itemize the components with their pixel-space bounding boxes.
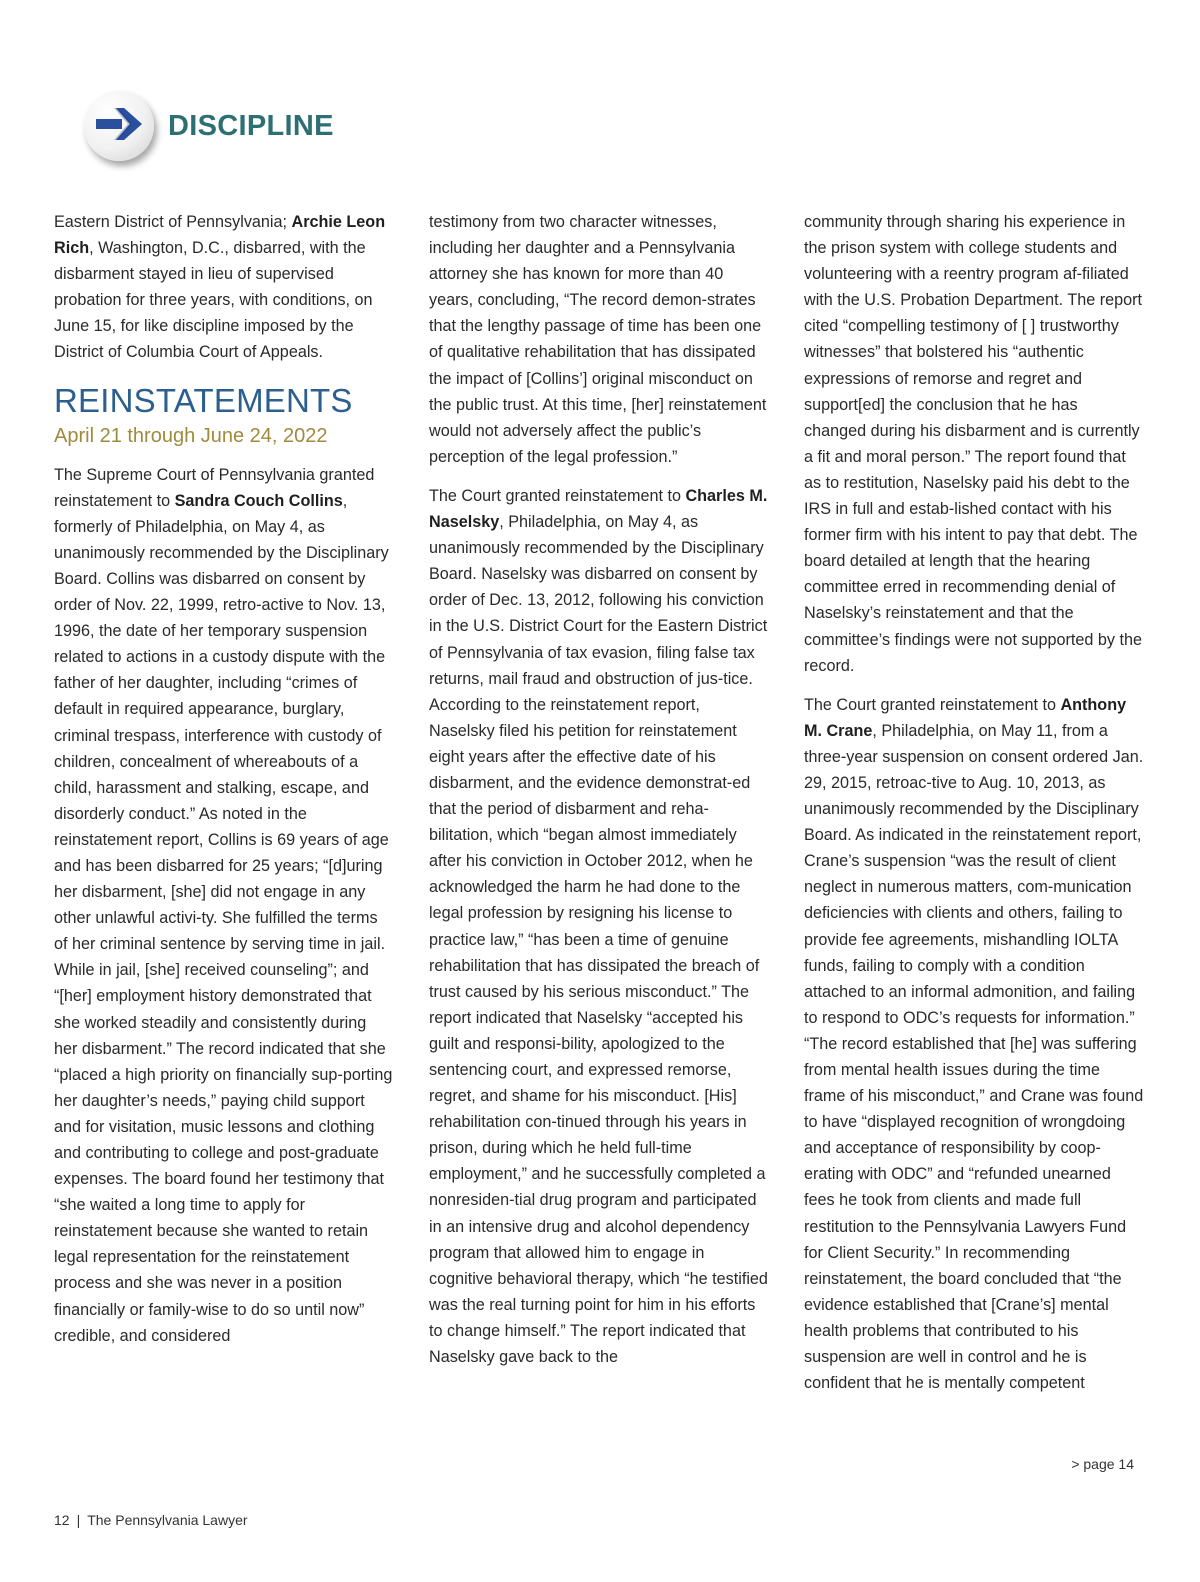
paragraph-collins: The Supreme Court of Pennsylvania granted reinstatement to Sandra Couch Collins, formerly of Philadelphia, on May 4, as unanimously recommended by the Disciplinary Board. Collins was disbarred on consent by order of Nov. 22, 1999, retro-active to Nov. 13, 1996, the date of her temporary suspension related to actions in a custody dispute with the father of her daughter, including “crimes of default in required appearance, burglary, criminal trespass, interference with custody of children, concealment of whereabouts of a child, harassment and stalking, escape, and disorderly conduct.” As noted in the reinstatement report, Collins is 69 years of age and has been disbarred for 25 years; “[d]uring her disbarment, [she] did not engage in any other unlawful activi-ty. She fulfilled the terms of her criminal sentence by serving time in jail. While in jail, [she] received counseling”; and “[her] employment history demonstrated that she worked steadily and consistently during her disbarment.” The record indicated that she “placed a high priority on financially sup-porting her daughter’s needs,” paying child support and for visitation, music lessons and clothing and contributing to college and post-graduate expenses. The board found her testimony that “she waited a long time to apply for reinstatement because she wanted to retain legal representation for the reinstatement process and she was never in a position financially or family-wise to do so until now” credible, and considered [54,465,393,1345]
name-sandra-couch-collins: Sandra Couch Collins [174,491,343,510]
reinstatements-heading: REINSTATEMENTS [54,381,353,419]
date-range: April 21 through June 24, 2022 [54,424,328,447]
paragraph-naselsky-continued: community through sharing his experience in the prison system with college students and volunteering with a reentry program af-filiated with the U.S. Probation Department. The report cited “compelling testimony of [ ] trustworthy witnesses” that bolstered his “authentic expressions of remorse and regret and support[ed] the conclusion that he has changed during his disbarment and is currently a fit and moral person.” The report found that as to restitution, Naselsky paid his debt to the IRS in full and estab-lished contact with his former firm with his intent to pay that debt. The board detailed at length that the hearing committee erred in recommending denial of Naselsky’s reinstatement and that the committee’s findings were not supported by the record. [804,213,1143,675]
footer-separator: | [76,1512,81,1528]
name-anthony-m-crane: Anthony M. Crane [804,695,1127,740]
publication-name: The Pennsylvania Lawyer [87,1512,248,1528]
paragraph-collins-continued: testimony from two character witnesses, including her daughter and a Pennsylvania attorney she has known for more than 40 years, concluding, “The record demon-strates that the lengthy passage of time has been one of qualitative rehabilitation that has dissipated the impact of [Collins’] original misconduct on the public trust. At this time, [her] reinstatement would not adversely affect the public’s perception of the legal profession.” [429,213,767,466]
section-header [84,88,334,164]
column-1 [54,209,394,1362]
column-3 [804,209,1144,1409]
paragraph-naselsky: The Court granted reinstatement to Charles M. Naselsky, Philadelphia, on May 4, as unanimously recommended by the Disciplinary Board. Naselsky was disbarred on consent by order of Dec. 13, 2012, following his conviction in the U.S. District Court for the Eastern District of Pennsylvania of tax evasion, filing false tax returns, mail fraud and obstruction of jus-tice. According to the reinstatement report, Naselsky filed his petition for reinstatement eight years after the effective date of his disbarment, and the evidence demonstrat-ed that the period of disbarment and reha-bilitation, which “began almost immediately after his conviction in October 2012, when he acknowledged the harm he had done to the legal profession by resigning his license to practice law,” “has been a time of genuine rehabilitation that has dissipated the breach of trust caused by his serious misconduct.” The report indicated that Naselsky “accepted his guilt and responsi-bility, apologized to the sentencing court, and expressed remorse, regret, and shame for his misconduct. [His] rehabilitation con-tinued through his years in prison, during which he held full-time employment,” and he successfully completed a nonresiden-tial drug program and participated in an intensive drug and alcohol dependency program that allowed him to engage in cognitive behavioral therapy, which “he testified was the real turning point for him in his efforts to change himself.” The report indicated that Naselsky gave back to the [429,486,768,1367]
arrow-right-icon [94,104,144,149]
name-charles-m-naselsky: Charles M. Naselsky [429,486,768,532]
paragraph-crane: The Court granted reinstatement to Anthony M. Crane, Philadelphia, on May 11, from a three-year suspension on consent ordered Jan. 29, 2015, retroac-tive to Aug. 10, 2013, as unanimously recommended by the Disciplinary Board. As indicated in the reinstatement report, Crane’s suspension “was the result of client neglect in numerous matters, com-munication deficiencies with clients and others, failing to provide fee agreements, mishandling IOLTA funds, failing to comply with a condition attached to an informal admonition, and failing to respond to ODC’s requests for information.” “The record established that [he] was suffering from mental health issues during the time frame of his misconduct,” and Crane was found to have “displayed recognition of wrongdoing and acceptance of responsibility by coop-erating with ODC” and “refunded unearned fees he took from clients and made full restitution to the Pennsylvania Lawyers Fund for Client Security.” In recommending reinstatement, the board concluded that “the evidence established that [Crane’s] mental health problems that contributed to his suspension are well in control and he is confident that he is mentally competent [804,695,1144,1393]
page-number: 12 [54,1512,70,1528]
column-2 [429,209,769,1383]
continued-link[interactable]: > page 14 [1071,1456,1134,1472]
section-badge [84,91,154,161]
name-archie-leon-rich: Archie Leon Rich [54,213,386,258]
page-footer [54,1512,248,1528]
paragraph-rich: Eastern District of Pennsylvania; Archie Leon Rich, Washington, D.C., disbarred, with the disbarment stayed in lieu of supervised probation for three years, with conditions, on June 15, for like discipline imposed by the District of Columbia Court of Appeals. [54,213,386,362]
section-title: DISCIPLINE [168,109,334,142]
